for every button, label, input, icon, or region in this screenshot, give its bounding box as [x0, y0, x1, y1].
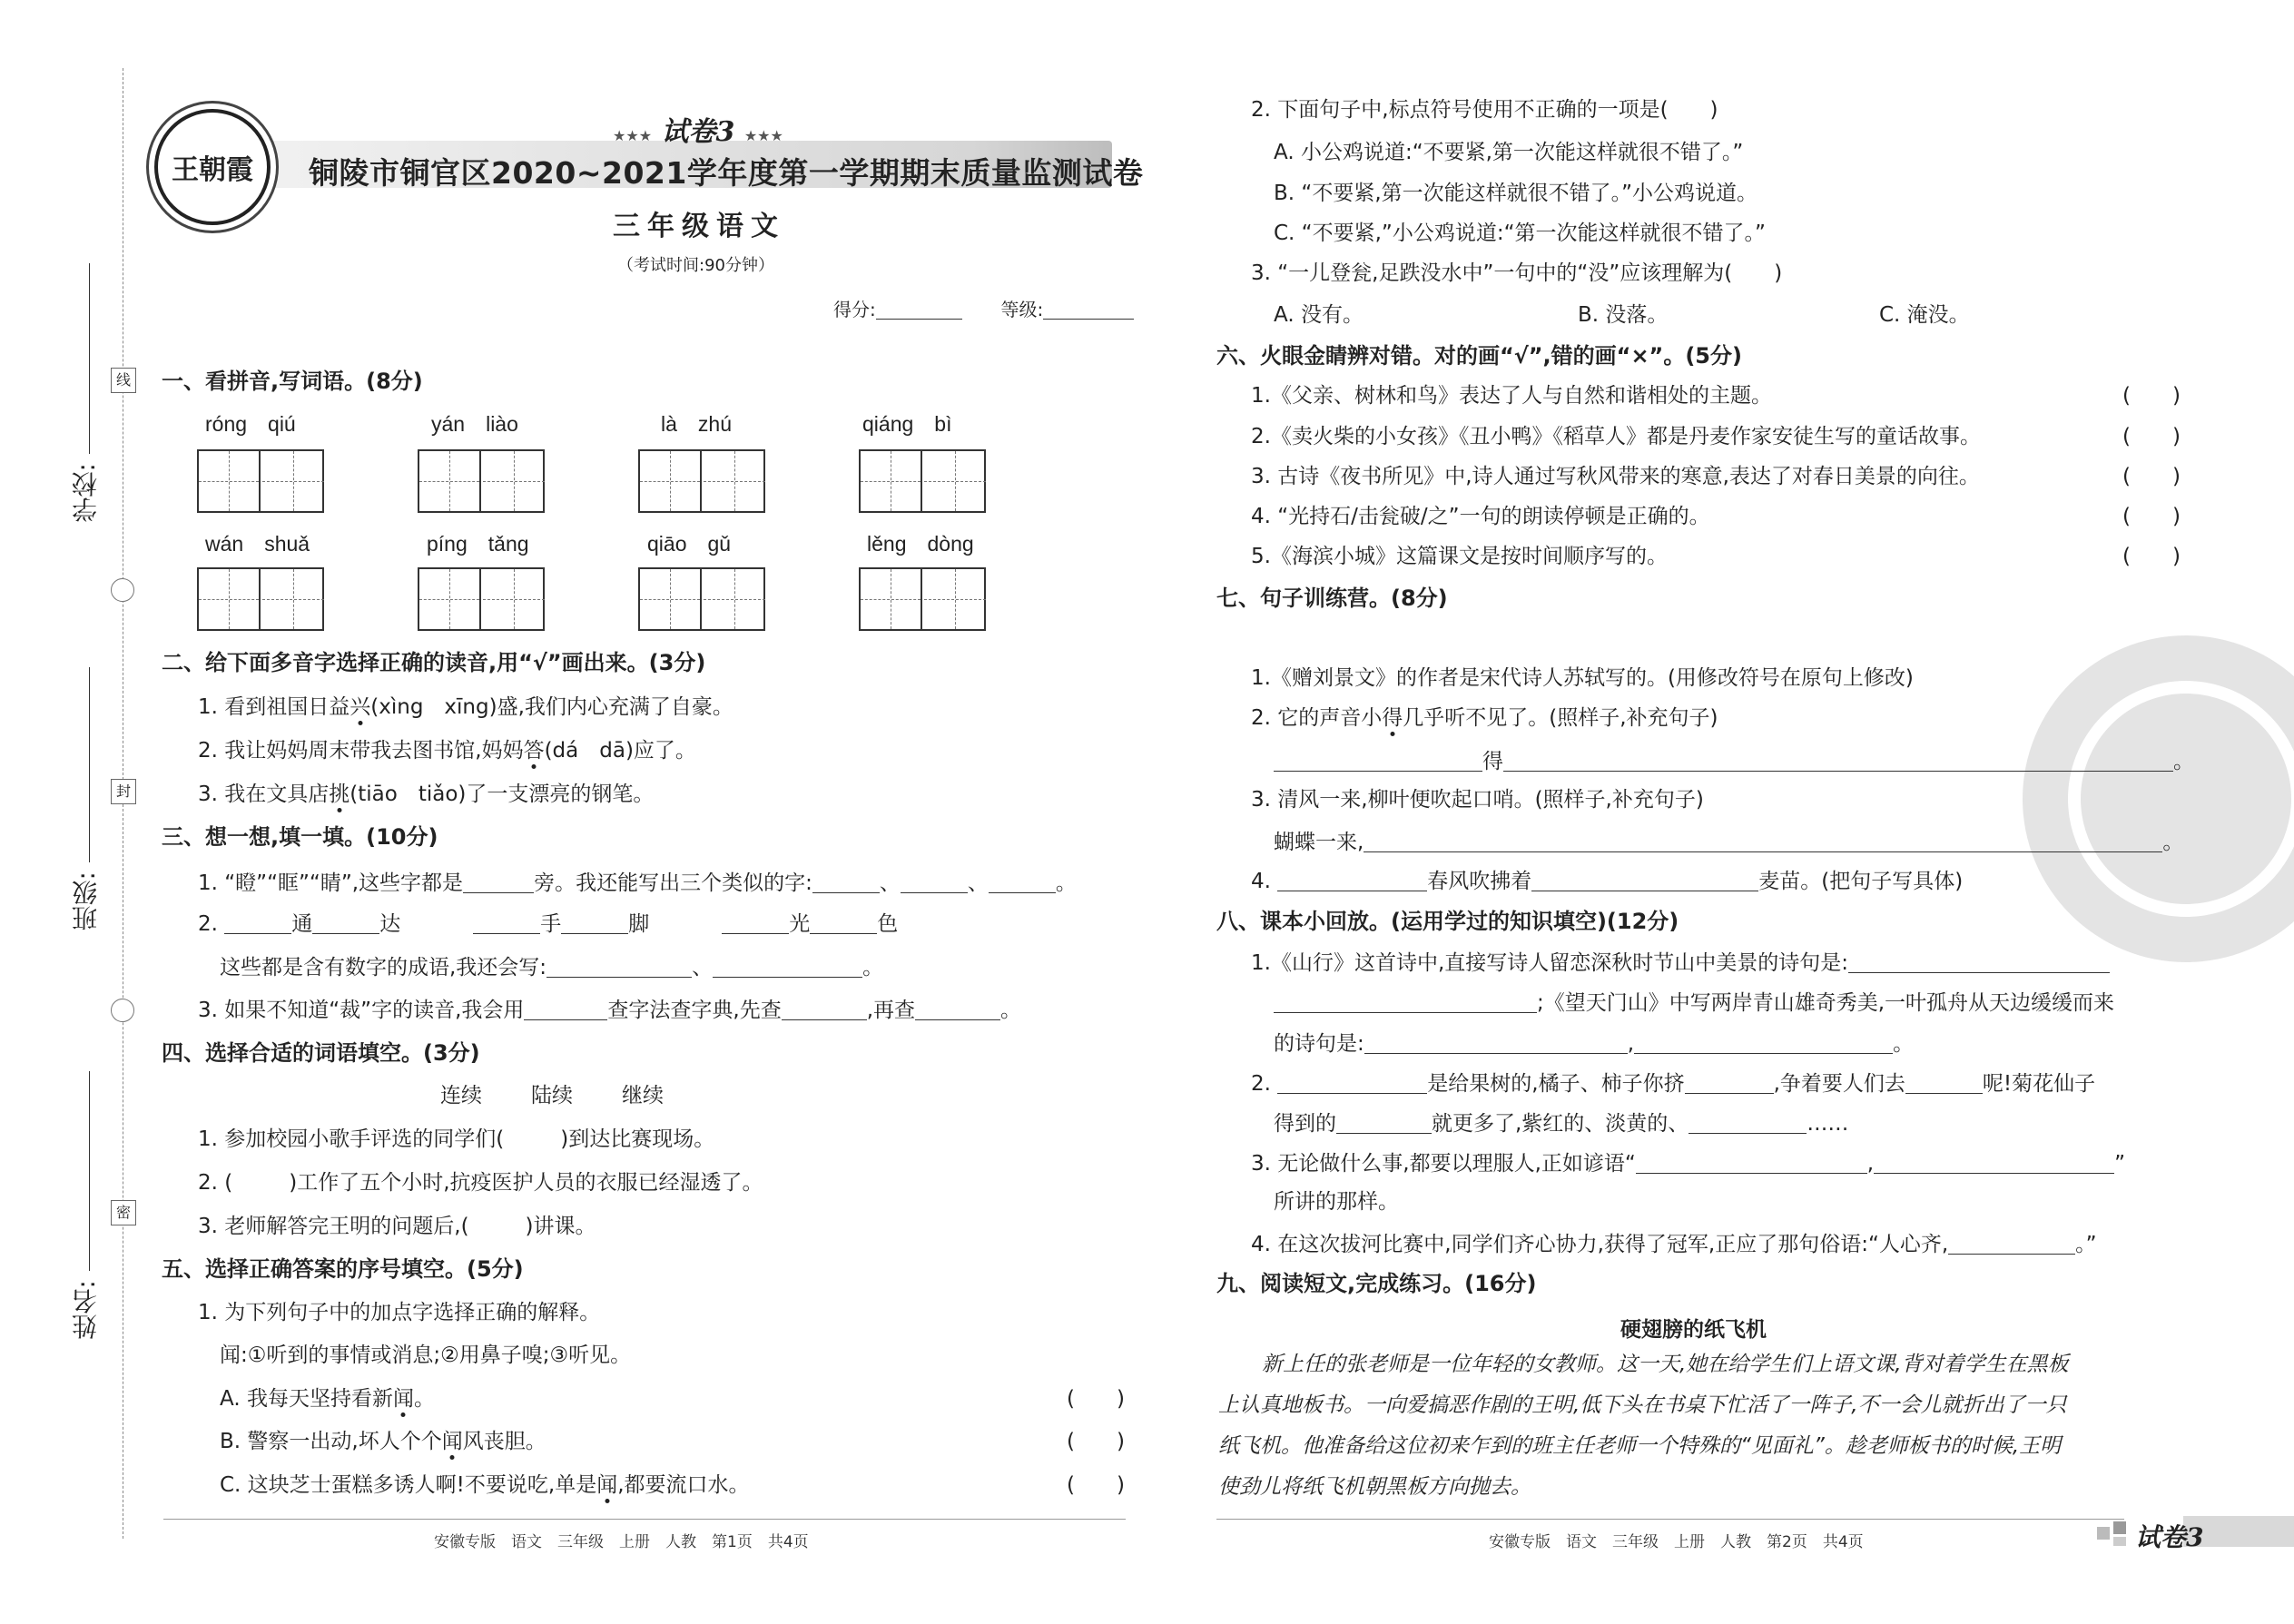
exam-time: （考试时间:90分钟） [617, 256, 774, 275]
s6-item-4: 4. “光持石/击瓮破/之”一句的朗读停顿是正确的。 [1251, 505, 1710, 528]
s5-q2-option-c: C. “不要紧,”小公鸡说道:“第一次能这样就很不错了。” [1274, 221, 1766, 245]
s5-question-1: 1. 为下列句子中的加点字选择正确的解释。 [198, 1301, 601, 1324]
section-7-title: 七、句子训练营。(8分) [1216, 586, 1448, 611]
stars-left-icon: ★★★ [613, 127, 653, 144]
section-3-title: 三、想一想,填一填。(10分) [162, 824, 438, 850]
answer-paren[interactable]: ( ) [2122, 465, 2181, 488]
pinyin-3: là zhú [661, 412, 732, 436]
s5-q3-option-a: A. 没有。 [1274, 303, 1364, 327]
badge-squares-icon [2097, 1527, 2110, 1540]
s2-question-2: 2. 我让妈妈周末带我去图书馆,妈妈答(dá dā)应了。 [198, 739, 696, 763]
fill-blank[interactable] [524, 999, 607, 1020]
name-label: 姓名: [71, 1280, 101, 1340]
footer-left: 安徽专版 语文 三年级 上册 人教 第1页 共4页 [434, 1533, 809, 1551]
s8-question-2b: 得到的 就更多了,紫红的、淡黄的、 …… [1274, 1112, 1849, 1136]
grade-label: 等级: [1000, 299, 1044, 320]
school-field[interactable] [89, 263, 90, 454]
s7-question-3-fill: 蝴蝶一来, 。 [1274, 831, 2184, 854]
s5-option-c: C. 这块芝士蛋糕多诱人啊!不要说吃,单是闻,都要流口水。 [220, 1473, 750, 1497]
s3-question-2: 2. 通 达 手 脚 光 色 [198, 912, 899, 936]
s5-option-a: A. 我每天坚持看新闻。 [220, 1387, 435, 1411]
section-4-title: 四、选择合适的词语填空。(3分) [162, 1040, 480, 1066]
fill-blank[interactable] [915, 999, 1000, 1020]
s8-question-1c: 的诗句是: , 。 [1274, 1032, 1915, 1056]
pinyin-4: qiáng bì [862, 412, 952, 436]
fill-blank[interactable] [1948, 1233, 2075, 1255]
word-option: 连续 [440, 1084, 482, 1107]
fill-blank[interactable] [1634, 1032, 1893, 1054]
fill-blank[interactable] [812, 871, 880, 893]
writing-grid[interactable] [859, 567, 986, 631]
exam-title: 铜陵市铜官区2020~2021学年度第一学期期末质量监测试卷 [309, 155, 1144, 191]
answer-paren[interactable]: ( ) [2122, 505, 2181, 528]
fill-blank[interactable] [1274, 991, 1537, 1013]
s2-question-3: 3. 我在文具店挑(tiāo tiǎo)了一支漂亮的钢笔。 [198, 782, 655, 806]
section-8-title: 八、课本小回放。(运用学过的知识填空)(12分) [1216, 909, 1679, 934]
pinyin-1: róng qiú [205, 412, 296, 436]
s4-question-1: 1. 参加校园小歌手评选的同学们( )到达比赛现场。 [198, 1127, 715, 1151]
s8-question-4: 4. 在这次拔河比赛中,同学们齐心协力,获得了冠军,正应了那句俗语:“人心齐, 。” [1251, 1233, 2097, 1256]
s4-question-2: 2. ( )工作了五个小时,抗疫医护人员的衣服已经湿透了。 [198, 1171, 763, 1195]
word-option: 陆续 [531, 1084, 573, 1107]
answer-paren[interactable]: ( ) [2122, 384, 2181, 408]
logo-badge [154, 109, 271, 225]
score-row [833, 295, 1134, 321]
section-1-title: 一、看拼音,写词语。(8分) [162, 369, 423, 394]
story-line: 上认真地板书。一向爱搞恶作剧的王明,低下头在书桌下忙活了一阵子,不一会儿就折出了一只 [1218, 1393, 2067, 1417]
word-option: 继续 [622, 1084, 664, 1107]
s6-item-1: 1.《父亲、树林和鸟》表达了人与自然和谐相处的主题。 [1251, 384, 1772, 408]
fill-blank[interactable] [1274, 750, 1482, 772]
fill-blank[interactable] [1277, 870, 1427, 891]
score-field[interactable] [876, 300, 962, 320]
secret-watermark-inner [2068, 681, 2294, 917]
s3-question-1: 1. “瞪”“眶”“睛”,这些字都是 旁。我还能写出三个类似的字: 、 、 。 [198, 871, 1077, 895]
section-5-title: 五、选择正确答案的序号填空。(5分) [162, 1256, 524, 1282]
story-line: 纸飞机。他准备给这位初来乍到的班主任老师一个特殊的“见面礼”。趁老师板书的时候,王明 [1218, 1434, 2062, 1458]
answer-paren[interactable]: ( ) [2122, 425, 2181, 448]
binding-mark-line: 线 [111, 368, 136, 393]
fill-blank[interactable] [312, 912, 379, 934]
fill-blank[interactable] [546, 956, 692, 978]
s8-question-3b: 所讲的那样。 [1274, 1190, 1399, 1214]
answer-paren[interactable]: ( ) [1067, 1387, 1125, 1411]
fill-blank[interactable] [1636, 1152, 1867, 1174]
s8-question-2: 2. 是给果树的,橘子、柿子你挤 ,争着要人们去 呢!菊花仙子 [1251, 1072, 2096, 1096]
s5-definition: 闻:①听到的事情或消息;②用鼻子嗅;③听见。 [220, 1343, 632, 1367]
exam-number-text: 试卷3 [661, 116, 735, 148]
fill-blank[interactable] [1364, 1032, 1628, 1054]
s5-question-2: 2. 下面句子中,标点符号使用不正确的一项是( ) [1251, 98, 1718, 122]
fill-blank[interactable] [1503, 750, 2173, 772]
writing-grid[interactable] [418, 567, 545, 631]
fill-blank[interactable] [561, 912, 628, 934]
footer-rule [1216, 1519, 2124, 1520]
fill-blank[interactable] [810, 912, 877, 934]
stars-right-icon: ★★★ [743, 127, 783, 144]
writing-grid[interactable] [418, 449, 545, 513]
s5-question-3: 3. “一儿登瓮,足跌没水中”一句中的“没”应该理解为( ) [1251, 261, 1783, 285]
answer-paren[interactable]: ( ) [2122, 545, 2181, 568]
class-field[interactable] [89, 667, 90, 862]
section-2-title: 二、给下面多音字选择正确的读音,用“√”画出来。(3分) [162, 650, 706, 675]
s8-question-1: 1.《山行》这首诗中,直接写诗人留恋深秋时节山中美景的诗句是: [1251, 951, 2110, 974]
fill-blank[interactable] [224, 912, 291, 934]
name-field[interactable] [89, 1071, 90, 1271]
fill-blank[interactable] [722, 912, 789, 934]
badge-squares-icon [2113, 1521, 2126, 1534]
s7-question-1: 1.《赠刘景文》的作者是宋代诗人苏轼写的。(用修改符号在原句上修改) [1251, 666, 1914, 690]
pinyin-6: píng tǎng [427, 532, 529, 556]
fill-blank[interactable] [782, 999, 867, 1020]
s7-question-2-fill: 得 。 [1274, 750, 2194, 773]
story-line: 使劲儿将纸飞机朝黑板方向抛去。 [1218, 1475, 1531, 1499]
footer-right: 安徽专版 语文 三年级 上册 人教 第2页 共4页 [1489, 1533, 1864, 1551]
class-label: 班级: [71, 871, 101, 931]
binding-mark-seal: 封 [111, 779, 136, 804]
s5-q3-option-b: B. 没落。 [1578, 303, 1669, 327]
s6-item-5: 5.《海滨小城》这篇课文是按时间顺序写的。 [1251, 545, 1668, 568]
s5-q2-option-b: B. “不要紧,第一次能这样就很不错了。”小公鸡说道。 [1274, 182, 1758, 205]
word-bank [440, 1086, 664, 1107]
answer-paren[interactable]: ( ) [1067, 1473, 1125, 1497]
binding-circle-icon [111, 578, 134, 602]
s8-question-1b: ;《望天门山》中写两岸青山雄奇秀美,一叶孤舟从天边缓缓而来 [1274, 991, 2114, 1014]
s3-question-3: 3. 如果不知道“裁”字的读音,我会用 查字法查字典,先查 ,再查 。 [198, 999, 1022, 1022]
fill-blank[interactable] [473, 912, 540, 934]
section-6-title: 六、火眼金睛辨对错。对的画“√”,错的画“×”。(5分) [1216, 343, 1742, 369]
s2-question-1: 1. 看到祖国日益兴(xìng xīng)盛,我们内心充满了自豪。 [198, 695, 733, 719]
s7-question-3: 3. 清风一来,柳叶便吹起口哨。(照样子,补充句子) [1251, 788, 1704, 812]
pinyin-7: qiāo gǔ [647, 532, 732, 556]
exam-number [613, 109, 783, 149]
story-line: 新上任的张老师是一位年轻的女教师。这一天,她在给学生们上语文课,背对着学生在黑板 [1262, 1353, 2069, 1376]
s8-question-3: 3. 无论做什么事,都要以理服人,正如谚语“ , ” [1251, 1152, 2126, 1176]
writing-grid[interactable] [197, 567, 324, 631]
grade-field[interactable] [1043, 300, 1134, 320]
section-9-title: 九、阅读短文,完成练习。(16分) [1216, 1271, 1537, 1296]
s7-question-4: 4. 春风吹拂着 麦苗。(把句子写具体) [1251, 870, 1964, 893]
binding-mark-close: 密 [111, 1200, 136, 1225]
fill-blank[interactable] [901, 871, 968, 893]
score-label: 得分: [833, 299, 876, 320]
fill-blank[interactable] [1277, 1072, 1427, 1094]
s6-item-3: 3. 古诗《夜书所见》中,诗人通过写秋风带来的寒意,表达了对春日美景的向往。 [1251, 465, 1980, 488]
fill-blank[interactable] [1848, 951, 2110, 973]
fill-blank[interactable] [1905, 1072, 1983, 1094]
s3-question-2b: 这些都是含有数字的成语,我还会写: 、 。 [220, 956, 884, 979]
logo-text: 王朝霞 [172, 154, 253, 186]
fill-blank[interactable] [1336, 1112, 1432, 1134]
pinyin-5: wán shuǎ [205, 532, 310, 556]
answer-paren[interactable]: ( ) [1067, 1430, 1125, 1453]
fill-blank[interactable] [713, 956, 862, 978]
pinyin-2: yán liào [431, 412, 518, 436]
fill-blank[interactable] [1364, 831, 2162, 852]
writing-grid[interactable] [859, 449, 986, 513]
fill-blank[interactable] [1874, 1152, 2114, 1174]
fill-blank[interactable] [1689, 1112, 1807, 1134]
pinyin-8: lěng dòng [867, 532, 974, 556]
school-label: 学校: [71, 463, 101, 523]
exam-subject: 三年级语文 [613, 211, 785, 242]
s6-item-2: 2.《卖火柴的小女孩》《丑小鸭》《稻草人》都是丹麦作家安徒生写的童话故事。 [1251, 425, 1981, 448]
fill-blank[interactable] [1531, 870, 1758, 891]
writing-grid[interactable] [638, 449, 765, 513]
fill-blank[interactable] [989, 871, 1056, 893]
writing-grid[interactable] [197, 449, 324, 513]
writing-grid[interactable] [638, 567, 765, 631]
s5-q3-option-c: C. 淹没。 [1879, 303, 1970, 327]
s5-option-b: B. 警察一出动,坏人个个闻风丧胆。 [220, 1430, 546, 1453]
fill-blank[interactable] [1685, 1072, 1774, 1094]
story-title: 硬翅膀的纸飞机 [1620, 1318, 1767, 1342]
footer-rule [163, 1519, 1126, 1520]
s7-question-2: 2. 它的声音小得几乎听不见了。(照样子,补充句子) [1251, 706, 1718, 730]
s5-q2-option-a: A. 小公鸡说道:“不要紧,第一次能这样就很不错了。” [1274, 141, 1744, 164]
binding-strip [0, 0, 159, 1624]
footer-badge: 试卷3 [2135, 1522, 2204, 1552]
s4-question-3: 3. 老师解答完王明的问题后,( )讲课。 [198, 1215, 596, 1238]
binding-circle-icon [111, 999, 134, 1022]
fill-blank[interactable] [463, 871, 534, 893]
badge-squares-icon [2113, 1537, 2126, 1546]
